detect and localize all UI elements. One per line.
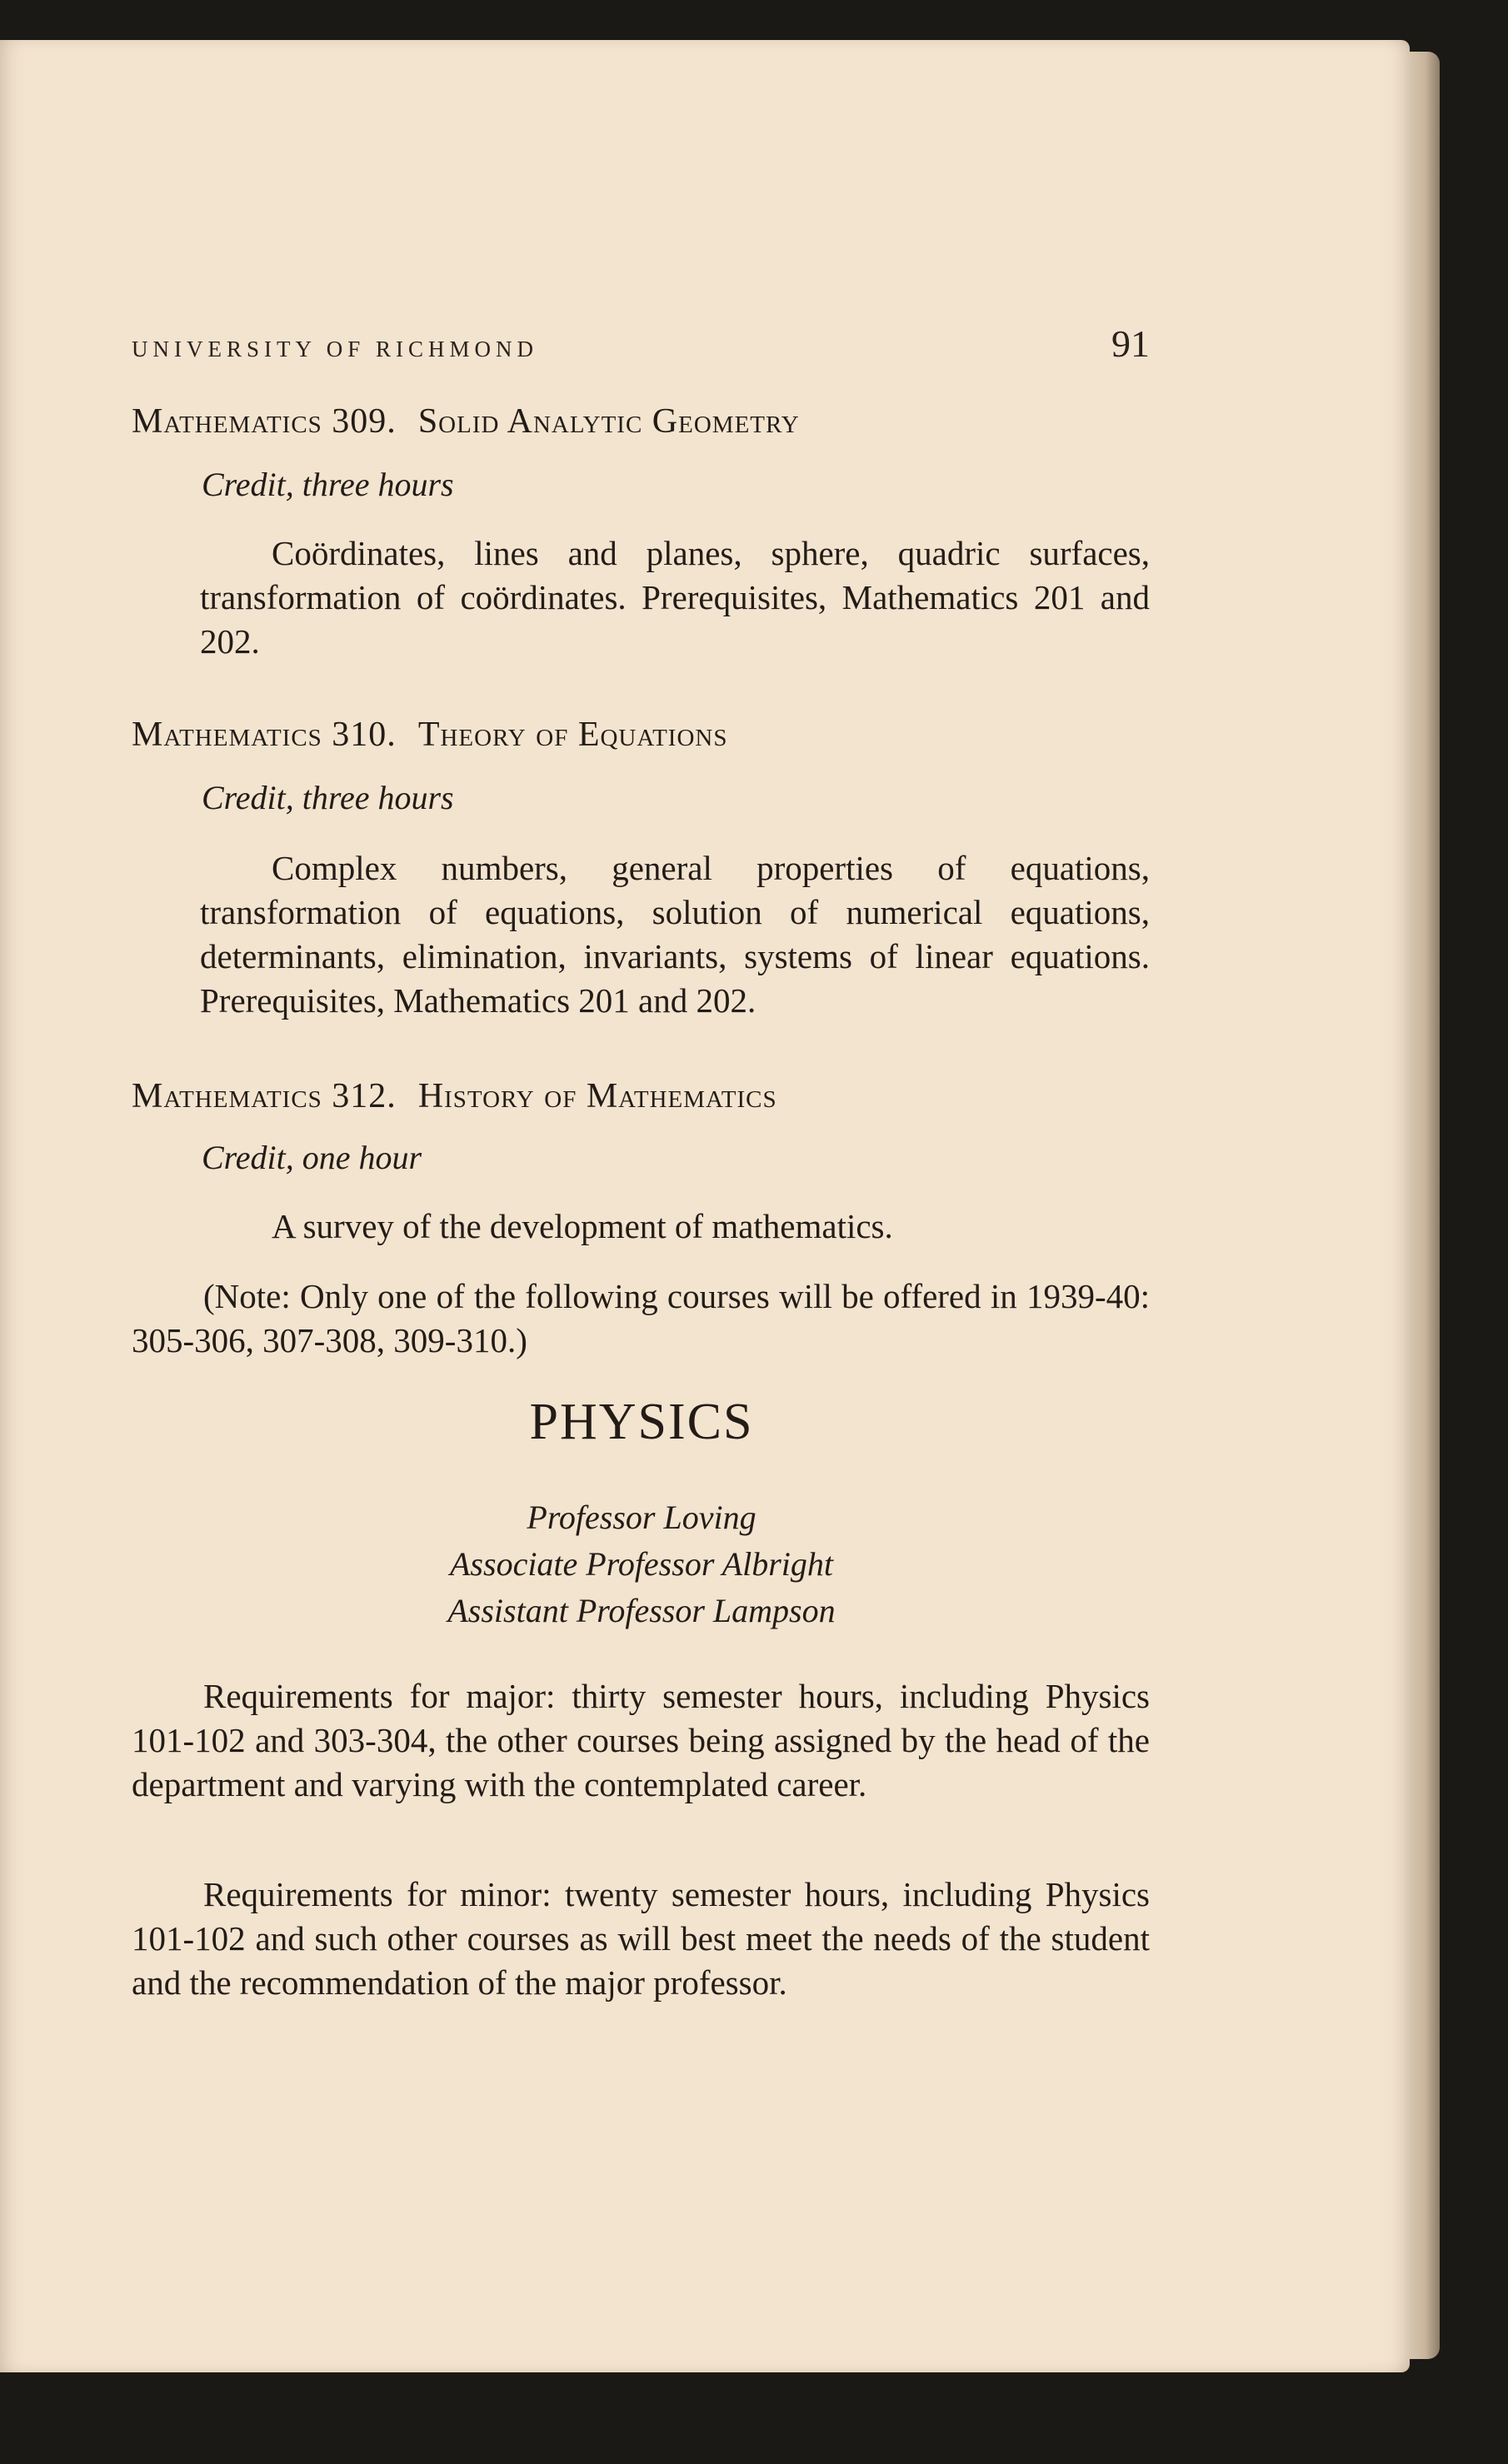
course-credit: Credit, one hour	[202, 1139, 422, 1176]
course-description: Coördinates, lines and planes, sphere, quadric surfaces, transformation of coördinates. Prerequisites, Mathematics 201 and 202.	[200, 534, 1150, 661]
course-number: Mathematics 310.	[132, 716, 397, 754]
requirements-major: Requirements for major: thirty semester hours, including Physics 101-102 and 303-304, the other courses being assigned by the head of the department and varying with the contemplated career.	[132, 1677, 1150, 1803]
faculty-member: Associate Professor Albright	[450, 1545, 833, 1583]
offering-note: (Note: Only one of the following courses will be offered in 1939-40: 305-306, 307-308, 309-310.)	[132, 1277, 1150, 1359]
running-title: UNIVERSITY OF RICHMOND	[132, 337, 539, 362]
section-title: PHYSICS	[529, 1394, 754, 1450]
course-heading	[132, 402, 800, 441]
course-number: Mathematics 309.	[132, 402, 397, 441]
course-title: Theory of Equations	[417, 716, 728, 754]
course-title: Solid Analytic Geometry	[417, 402, 800, 441]
book-page	[0, 40, 1410, 2372]
course-description: A survey of the development of mathematics.	[272, 1207, 893, 1245]
running-head	[132, 322, 1150, 366]
course-number: Mathematics 312.	[132, 1077, 397, 1115]
course-description: Complex numbers, general properties of equations, transformation of equations, solution of numerical equations, determinants, elimination, invariants, systems of linear equations. Prerequisites, Mathematics 201 and 202.	[200, 849, 1150, 1020]
faculty-member: Professor Loving	[527, 1499, 756, 1536]
course-heading	[132, 715, 727, 755]
course-heading	[132, 1076, 777, 1116]
course-credit: Credit, three hours	[202, 466, 454, 503]
course-title: History of Mathematics	[417, 1077, 777, 1115]
page-number: 91	[1111, 322, 1150, 365]
course-credit: Credit, three hours	[202, 779, 454, 816]
requirements-minor: Requirements for minor: twenty semester hours, including Physics 101-102 and such other courses as will best meet the needs of the student and the recommendation of the major professor.	[132, 1875, 1150, 2002]
faculty-member: Assistant Professor Lampson	[447, 1592, 836, 1629]
